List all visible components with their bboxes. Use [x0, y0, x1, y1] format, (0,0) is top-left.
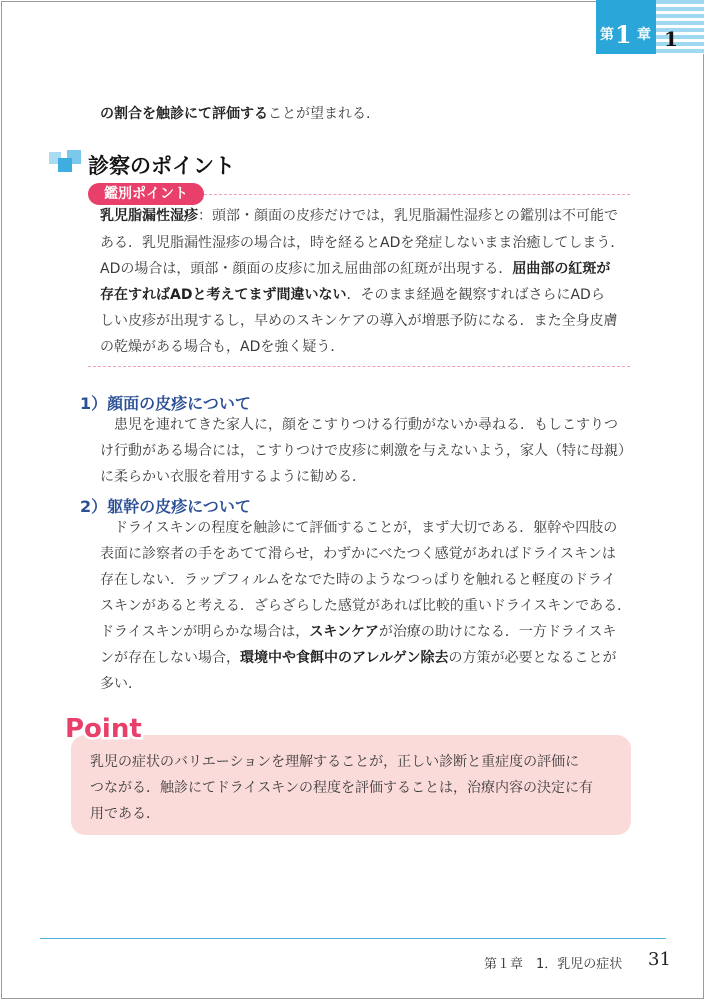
- text-span: ドライスキンが明らかな場合は，: [100, 624, 310, 640]
- point-line: 用である．: [90, 806, 160, 822]
- dashed-divider: [88, 366, 630, 367]
- subheading-face: 1）顔面の皮疹について: [80, 394, 251, 413]
- point-line: 乳児の症状のバリエーションを理解することが，正しい診断と重症度の評価に: [90, 754, 580, 770]
- point-line: つながる．触診にてドライスキンの程度を評価することは，治療内容の決定に有: [90, 780, 594, 796]
- footer-rule: [40, 938, 666, 939]
- paragraph-line: [100, 645, 617, 671]
- dashed-divider: [204, 194, 630, 195]
- paragraph-line: [100, 282, 605, 308]
- term-bold: 乳児脂漏性湿疹: [100, 208, 198, 224]
- chapter-tab-suffix: 章: [637, 27, 651, 43]
- text-span: の方策が必要となることが: [448, 650, 617, 666]
- paragraph-line: [100, 203, 618, 229]
- chapter-tab-stripes: [655, 0, 704, 54]
- emphasis-bold: 環境中や食餌中のアレルゲン除去: [240, 650, 449, 666]
- text-span: ンが存在しない場合，: [100, 650, 240, 666]
- paragraph-line: スキンがあると考える．ざらざらした感覚があれば比較的重いドライスキンである．: [100, 598, 632, 614]
- paragraph-line: に柔らかい衣服を着用するように勧める．: [100, 469, 366, 485]
- emphasis-bold: スキンケア: [309, 624, 379, 640]
- intro-bold: の割合を触診にて評価する: [100, 106, 268, 122]
- point-logo-letter: Point: [65, 714, 142, 744]
- paragraph-line: 存在しない．ラップフィルムをなでた時のようなつっぱりを触れると軽度のドライ: [100, 572, 616, 588]
- chapter-tab-section: 1: [664, 27, 678, 51]
- intro-rest: ことが望まれる.: [268, 106, 371, 122]
- emphasis-bold: 存在すればADと考えてまず間違いない: [100, 287, 347, 303]
- paragraph-line: [100, 256, 610, 282]
- chapter-tab-prefix: 第: [600, 27, 614, 43]
- intro-line: [100, 101, 370, 127]
- text-span: が治療の助けになる．一方ドライスキ: [378, 624, 617, 640]
- paragraph-line: ドライスキンの程度を触診にて評価することが，まず大切である．躯幹や四肢の: [114, 520, 618, 536]
- footer-chapter-label: 第１章 1．乳児の症状: [484, 957, 623, 972]
- paragraph-line: ある．乳児脂漏性湿疹の場合は，時を経るとADを発症しないまま治癒してしまう．: [100, 235, 625, 251]
- section-title: 診察のポイント: [88, 154, 235, 178]
- text-span: ．そのまま経過を観察すればさらにADら: [346, 287, 605, 303]
- text-span: ：頭部・顔面の皮疹だけでは，乳児脂漏性湿疹との鑑別は不可能で: [198, 208, 618, 224]
- paragraph-line: [100, 619, 616, 645]
- heading-square-icon: [58, 158, 72, 172]
- subheading-trunk: 2）躯幹の皮疹について: [80, 497, 251, 516]
- paragraph-line: 多い．: [100, 676, 142, 692]
- paragraph-line: しい皮疹が出現するし，早めのスキンケアの導入が増悪予防になる．また全身皮膚: [100, 313, 618, 329]
- chapter-tab-number: 1: [615, 20, 632, 49]
- emphasis-bold: 屈曲部の紅斑が: [512, 261, 611, 277]
- paragraph-line: の乾燥がある場合も，ADを強く疑う．: [100, 339, 345, 355]
- text-span: ADの場合は，頭部・顔面の皮疹に加え屈曲部の紅斑が出現する．: [100, 261, 513, 277]
- page-number: 31: [648, 949, 671, 970]
- paragraph-line: け行動がある場合には，こすりつけで皮疹に刺激を与えないよう，家人（特に母親）: [100, 443, 632, 459]
- paragraph-line: 患児を連れてきた家人に，顔をこすりつける行動がないか尋ねる．もしこすりつ: [114, 417, 618, 433]
- paragraph-line: 表面に診察者の手をあてて滑らせ，わずかにべたつく感覚があればドライスキンは: [100, 546, 616, 562]
- point-logo: [63, 707, 142, 747]
- differential-badge: 鑑別ポイント: [88, 183, 204, 205]
